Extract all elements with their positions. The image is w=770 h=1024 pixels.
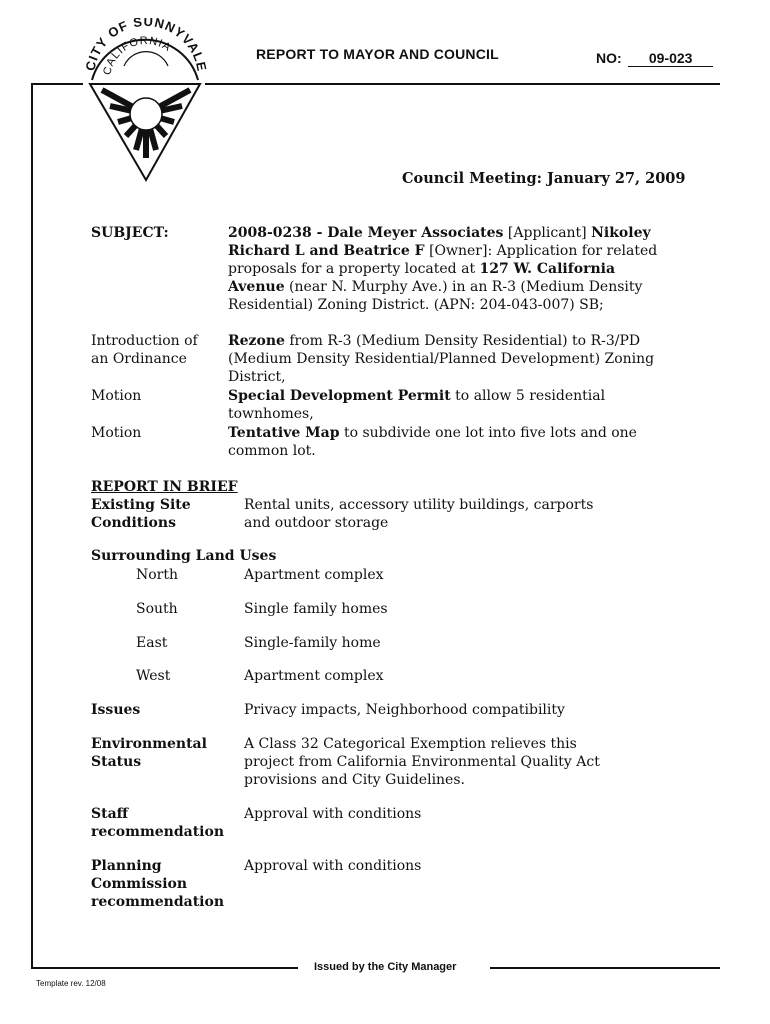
surrounding-north-dir: North [136, 567, 179, 583]
planning-commission-value: Approval with conditions [244, 858, 422, 874]
report-number-value: 09-023 [628, 50, 713, 67]
issues-label: Issues [91, 702, 141, 718]
seal-top-text: CITY OF SUNNYVALE [82, 18, 210, 73]
action-2-desc: to allow 5 residential townhomes, [228, 388, 606, 422]
template-revision: Template rev. 12/08 [36, 979, 106, 988]
existing-site-label: Existing Site Conditions [91, 497, 191, 531]
action-3-text [228, 424, 668, 460]
surrounding-west-use: Apartment complex [244, 668, 384, 684]
subject-text [228, 224, 672, 314]
report-title: REPORT TO MAYOR AND COUNCIL [256, 46, 499, 62]
issued-by-label: Issued by the City Manager [314, 961, 457, 973]
report-in-brief-heading: REPORT IN BRIEF [91, 479, 238, 495]
header-rule-right [205, 83, 720, 85]
report-number-label: NO: [596, 50, 622, 66]
action-1-desc: from R-3 (Medium Density Residential) to R-3/PD (Medium Density Residential/Planned Development) Zoning District, [228, 333, 655, 385]
subject-text-3: (near N. Murphy Ave.) in an R-3 (Medium Density Residential) Zoning District. (APN: 204-043-007) SB; [228, 279, 643, 313]
subject-text-1: [Applicant] [503, 225, 592, 241]
action-1-bold: Rezone [228, 333, 285, 349]
surrounding-south-use: Single family homes [244, 601, 388, 617]
city-seal [80, 18, 210, 186]
action-3-desc: to subdivide one lot into five lots and one common lot. [228, 425, 637, 459]
action-3-bold: Tentative Map [228, 425, 340, 441]
surrounding-north-use: Apartment complex [244, 567, 384, 583]
action-1-label: Introduction of an Ordinance [91, 333, 198, 367]
surrounding-east-use: Single-family home [244, 635, 381, 651]
report-number [596, 50, 713, 68]
planning-commission-label: Planning Commission recommendation [91, 858, 225, 910]
surrounding-east-dir: East [136, 635, 168, 651]
subject-bold-2: Nikoley Richard L and Beatrice F [228, 225, 651, 259]
subject-bold-1: 2008-0238 - Dale Meyer Associates [228, 225, 504, 241]
subject-text-2: [Owner]: Application for related proposals for a property located at [228, 243, 658, 277]
footer-rule-left [31, 967, 298, 969]
existing-site-value: Rental units, accessory utility buildings, carports and outdoor storage [244, 497, 594, 531]
council-meeting-date: Council Meeting: January 27, 2009 [402, 170, 686, 187]
issues-value: Privacy impacts, Neighborhood compatibility [244, 702, 565, 718]
seal-middle-text: CALIFORNIA [101, 34, 174, 77]
surrounding-west-dir: West [136, 668, 171, 684]
footer-rule-right [490, 967, 720, 969]
header-rule-left [31, 83, 83, 85]
surrounding-south-dir: South [136, 601, 178, 617]
action-2-bold: Special Development Permit [228, 388, 451, 404]
left-frame-rule [31, 83, 33, 968]
action-3-label: Motion [91, 425, 142, 441]
action-2-text [228, 387, 648, 423]
surrounding-label: Surrounding Land Uses [91, 548, 277, 564]
city-seal-graphic [80, 18, 210, 186]
action-2-label: Motion [91, 388, 142, 404]
subject-bold-3: 127 W. California Avenue [228, 261, 616, 295]
environmental-label: Environmental Status [91, 736, 207, 770]
action-1-text [228, 332, 678, 386]
staff-recommendation-label: Staff recommendation [91, 806, 225, 840]
environmental-value: A Class 32 Categorical Exemption relieves this project from California Environmental Quality Act provisions and City Guidelines. [244, 736, 600, 788]
subject-label: SUBJECT: [91, 225, 169, 241]
staff-recommendation-value: Approval with conditions [244, 806, 422, 822]
